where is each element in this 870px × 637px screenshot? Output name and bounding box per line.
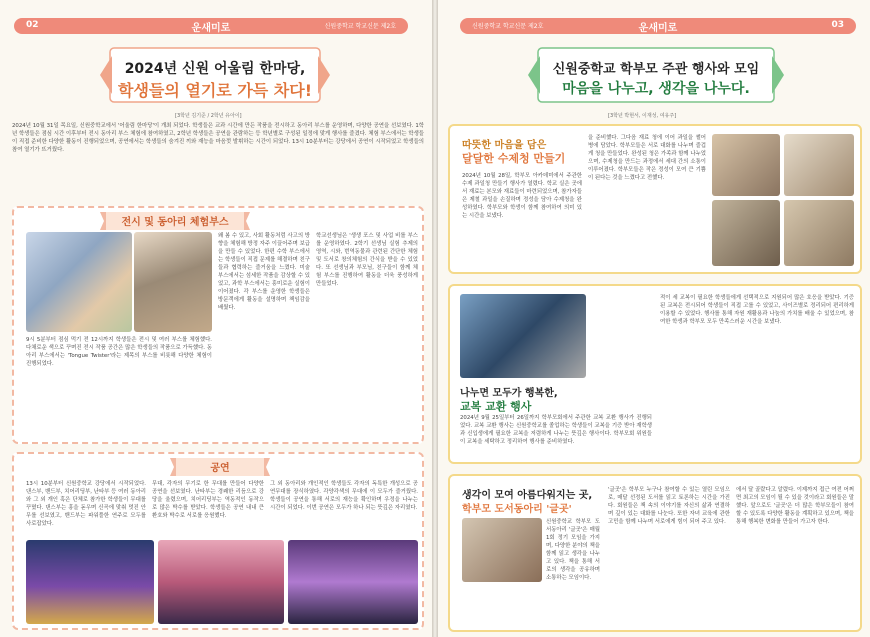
headline-line2: 학생들의 열기로 가득 차다! [117, 81, 313, 100]
byline: [3학년 김기준 / 2학년 유아이] [175, 113, 242, 119]
uniform-title-b: 교복 교환 행사 [460, 400, 532, 413]
right-page [438, 0, 870, 637]
bookclub-text-b: '글곳'은 학부모 누구나 참여할 수 있는 열린 모임으로, 매달 선정된 도서를 읽고 토론하는 시간을 가진다. 회원들은 책 속의 이야기를 자신의 삶과 연결하며 깊이 있는 대화를 나눈다. 또한 자녀 교육에 관한 고민을 함께 나누며 서로에게 힘이 되어 주고 있다. [608, 487, 730, 525]
syrup-title-b: 달달한 수제청 만들기 [462, 152, 566, 165]
uniform-photo [460, 294, 586, 378]
exhibit-text-c: 학교선생님은 '생생 포스 및 사업 비를 부스를 운영하였다. 2학기 선생님 실험 추제의 영역, 시와, 번역동물과 관련된 간단한 체험 및 도서로 창의체험의 간식을 받을 수 있었다. 또 선생님과 부모님, 친구들이 함께 체험 부스를 진행하여 활동을 더욱 풍성하게 만들었다. [316, 233, 418, 287]
headline-line2: 마음을 나누고, 생각을 나누다. [562, 81, 750, 97]
newsletter-name: 신원중학교 학교신문 제2호 [324, 23, 396, 30]
performance-photo-stage [288, 540, 418, 624]
performance-photo-dance [158, 540, 284, 624]
syrup-photo-2 [784, 134, 854, 196]
bookclub-title-a: 생각이 모여 아름다워지는 곳, [462, 490, 593, 501]
syrup-photo-3 [712, 200, 780, 266]
page-number: 03 [831, 20, 844, 30]
intro-paragraph: 2024년 10월 31일 목요일, 신원중학교에서 '어울림 한마당'이 개최 되었다. 학생들은 교과 시간에 만든 작품을 전시하고 동아리 부스를 운영하며, 다양한 공연을 선보였다. 1학년 학생들은 점심 시간 이후부터 전시 동아리 부스 체험에 참여하였고, 2학년 학생들은 공연을 관람하는 등 학년별로 구성된 일정에 맞게 행사를 즐겼다. 체험 부스에서는 학생들이 직접 준비한 다양한 활동이 진행되었으며, 공연에서는 학생들의 숨겨진 끼와 재능을 마음껏 발휘하는 시간이 되었다. 13시 10분부터는 강당에서 공연이 시작되었고 학생들의 참여 열기가 뜨거웠다. [12, 123, 424, 153]
page-header [460, 18, 856, 34]
uniform-title-a: 나누면 모두가 행복한, [460, 388, 558, 399]
headline-line1: 신원중학교 학부모 주관 행사와 모임 [552, 62, 760, 77]
exhibit-photo-gallery [26, 232, 132, 332]
bookclub-photo [462, 518, 542, 582]
syrup-photo-4 [784, 200, 854, 266]
syrup-title-a: 따뜻한 마음을 담은 [462, 140, 547, 151]
page-number: 02 [26, 20, 39, 30]
byline: [3학년 박현서, 이재성, 여유주] [608, 113, 677, 119]
performance-photo-band [26, 540, 154, 624]
syrup-text-b: 을 준비했다. 그다음 재료 청에 이어 과일을 썰어 병에 담았다. 학부모들은 서로 대화를 나누며 즐겁게 청을 만들었다. 완성된 청은 가족과 함께 나누었으며, 수제청을 만드는 과정에서 세대 간의 소통이 이루어졌다. 학부모들은 작은 정성이 모여 큰 기쁨이 된다는 것을 느꼈다고 전했다. [588, 135, 706, 181]
exhibit-photo-booth [134, 232, 212, 332]
exhibit-title: 전시 및 동아리 체험부스 [121, 217, 229, 228]
syrup-text-a: 2024년 10월 28일, 학부모 아카데미에서 주관한 수제 과일청 만들기 행사가 열렸다. 학교 실은 곳에서 재료는 본모와 재료들이 마련되었으며, 참가자들은 제철 과일을 손질하며 정성을 담아 수제청을 완성하였다. 학부모와 학생이 함께 참여하여 의미 있는 시간을 보냈다. [462, 173, 582, 219]
exhibit-text-b: 왜 봄 수 있고, 사회 활동처럼 사고의 방향을 체험해 방정 자주 이끌어주며 보급을 만들 수 있었다. 한편 수학 부스에서는 학생들이 직접 문제를 해결하며 친구들과 협력하는 즐거움을 느꼈다. 미술 부스에서는 섬세한 작품을 감상할 수 있었고, 과학 부스에서는 흥미로운 실험이 이어졌다. 각 부스를 운영한 학생들은 방문객에게 활동을 설명하며 책임감을 배웠다. [218, 233, 310, 311]
performance-title: 공연 [210, 463, 230, 474]
performance-text-b: 무대, 각자의 무기로 한 무대를 만들어 다양한 공연을 선보였다. 난타부는 경쾌한 리듬으로 강당을 울렸으며, 치어리딩부는 역동적인 동작으로 많은 박수를 받았다. 학생들은 공연 내내 큰 환호와 박수로 서로를 응원했다. [152, 481, 264, 519]
uniform-text-a: 2024년 9월 25일부터 26일까지 학부모회에서 주관한 교복 교환 행사가 진행되었다. 교복 교환 행사는 신원중학교를 졸업하는 학생들이 교복을 기증 받아 재학생과 신입생에게 필요한 교복을 저렴하게 나누는 뜻깊은 행사이다. 학부모회 위원들이 교복을 세탁하고 정리하여 행사를 준비하였다. [460, 415, 652, 445]
exhibit-text-a: 9시 5분부터 점심 먹기 전 12시까지 학생들은 전시 및 여러 부스를 체험했다. 다채로운 색으로 꾸며진 전시 작품 공간은 많은 학생들의 작품으로 가득했다. 동아리 부스에서는 'Tongue Twister'라는 제목의 부스를 비롯해 다양한 체험이 진행되었다. [26, 337, 212, 367]
syrup-photo-1 [712, 134, 780, 196]
section-title: 운새미로 [638, 23, 678, 34]
bookclub-text-c: 에서 달 골랐다고 알렸다. 이제까지 접근 여전 어쩌면 최고의 모임이 될 수 있을 것이라고 회원들은 말했다. 앞으로도 '글곳'은 더 많은 학부모들이 참여할 수 있도록 다양한 활동을 계획하고 있으며, 책을 통해 행복한 변화를 만들어 가고자 한다. [736, 487, 854, 525]
bookclub-title-b: 학부모 도서동아리 '글곳' [462, 504, 572, 515]
section-title: 운새미로 [191, 23, 231, 34]
performance-text-a: 13시 10분부터 신원중학교 강당에서 시작되었다. 댄스부, 밴드부, 치어리딩부, 난타부 등 여러 동아리와 그 외 개인 혹은 단체로 참가한 학생들이 무대를 꾸몄다. 댄스부는 흥을 돋우며 신곡에 맞춰 멋진 안무를 선보였고, 밴드부는 파워풀한 연주로 모두를 사로잡았다. [26, 481, 146, 527]
newsletter-name: 신원중학교 학교신문 제2호 [472, 23, 544, 30]
left-page [0, 0, 432, 637]
page-header [14, 18, 408, 34]
performance-text-c: 그 외 동아리와 개인적인 학생들도 각자의 독특한 개성으로 공연무대를 장식하였다. 각양각색의 무대에 이 모두가 즐거웠다. 학생들이 공연을 통해 서로의 재능을 확인하며 우정을 나누는 시간이 되었다. 이번 공연은 모두가 하나 되는 뜻깊은 자리였다. [270, 481, 418, 511]
headline-line1: 2024년 신원 어울림 한마당, [124, 61, 306, 77]
bookclub-text-a: 신원중학교 학부모 도서동아리 '글곳'은 매월 1회 정기 모임을 가지며, 다양한 분야의 책을 함께 읽고 생각을 나누고 있다. 책을 통해 서로의 생각을 공유하며 소통하는 모임이다. [546, 519, 600, 581]
uniform-text-b: 적이 세 교복이 필요한 학생들에게 선택적으로 지원되어 많은 호응을 받았다. 기증된 교복은 전시되어 학생들이 직접 고를 수 있었고, 사이즈별로 정리되어 편리하게 이용할 수 있었다. 행사를 통해 자원 재활용과 나눔의 가치를 배울 수 있었으며, 참여한 학생과 학부모 모두 만족스러운 시간을 보냈다. [660, 295, 854, 325]
